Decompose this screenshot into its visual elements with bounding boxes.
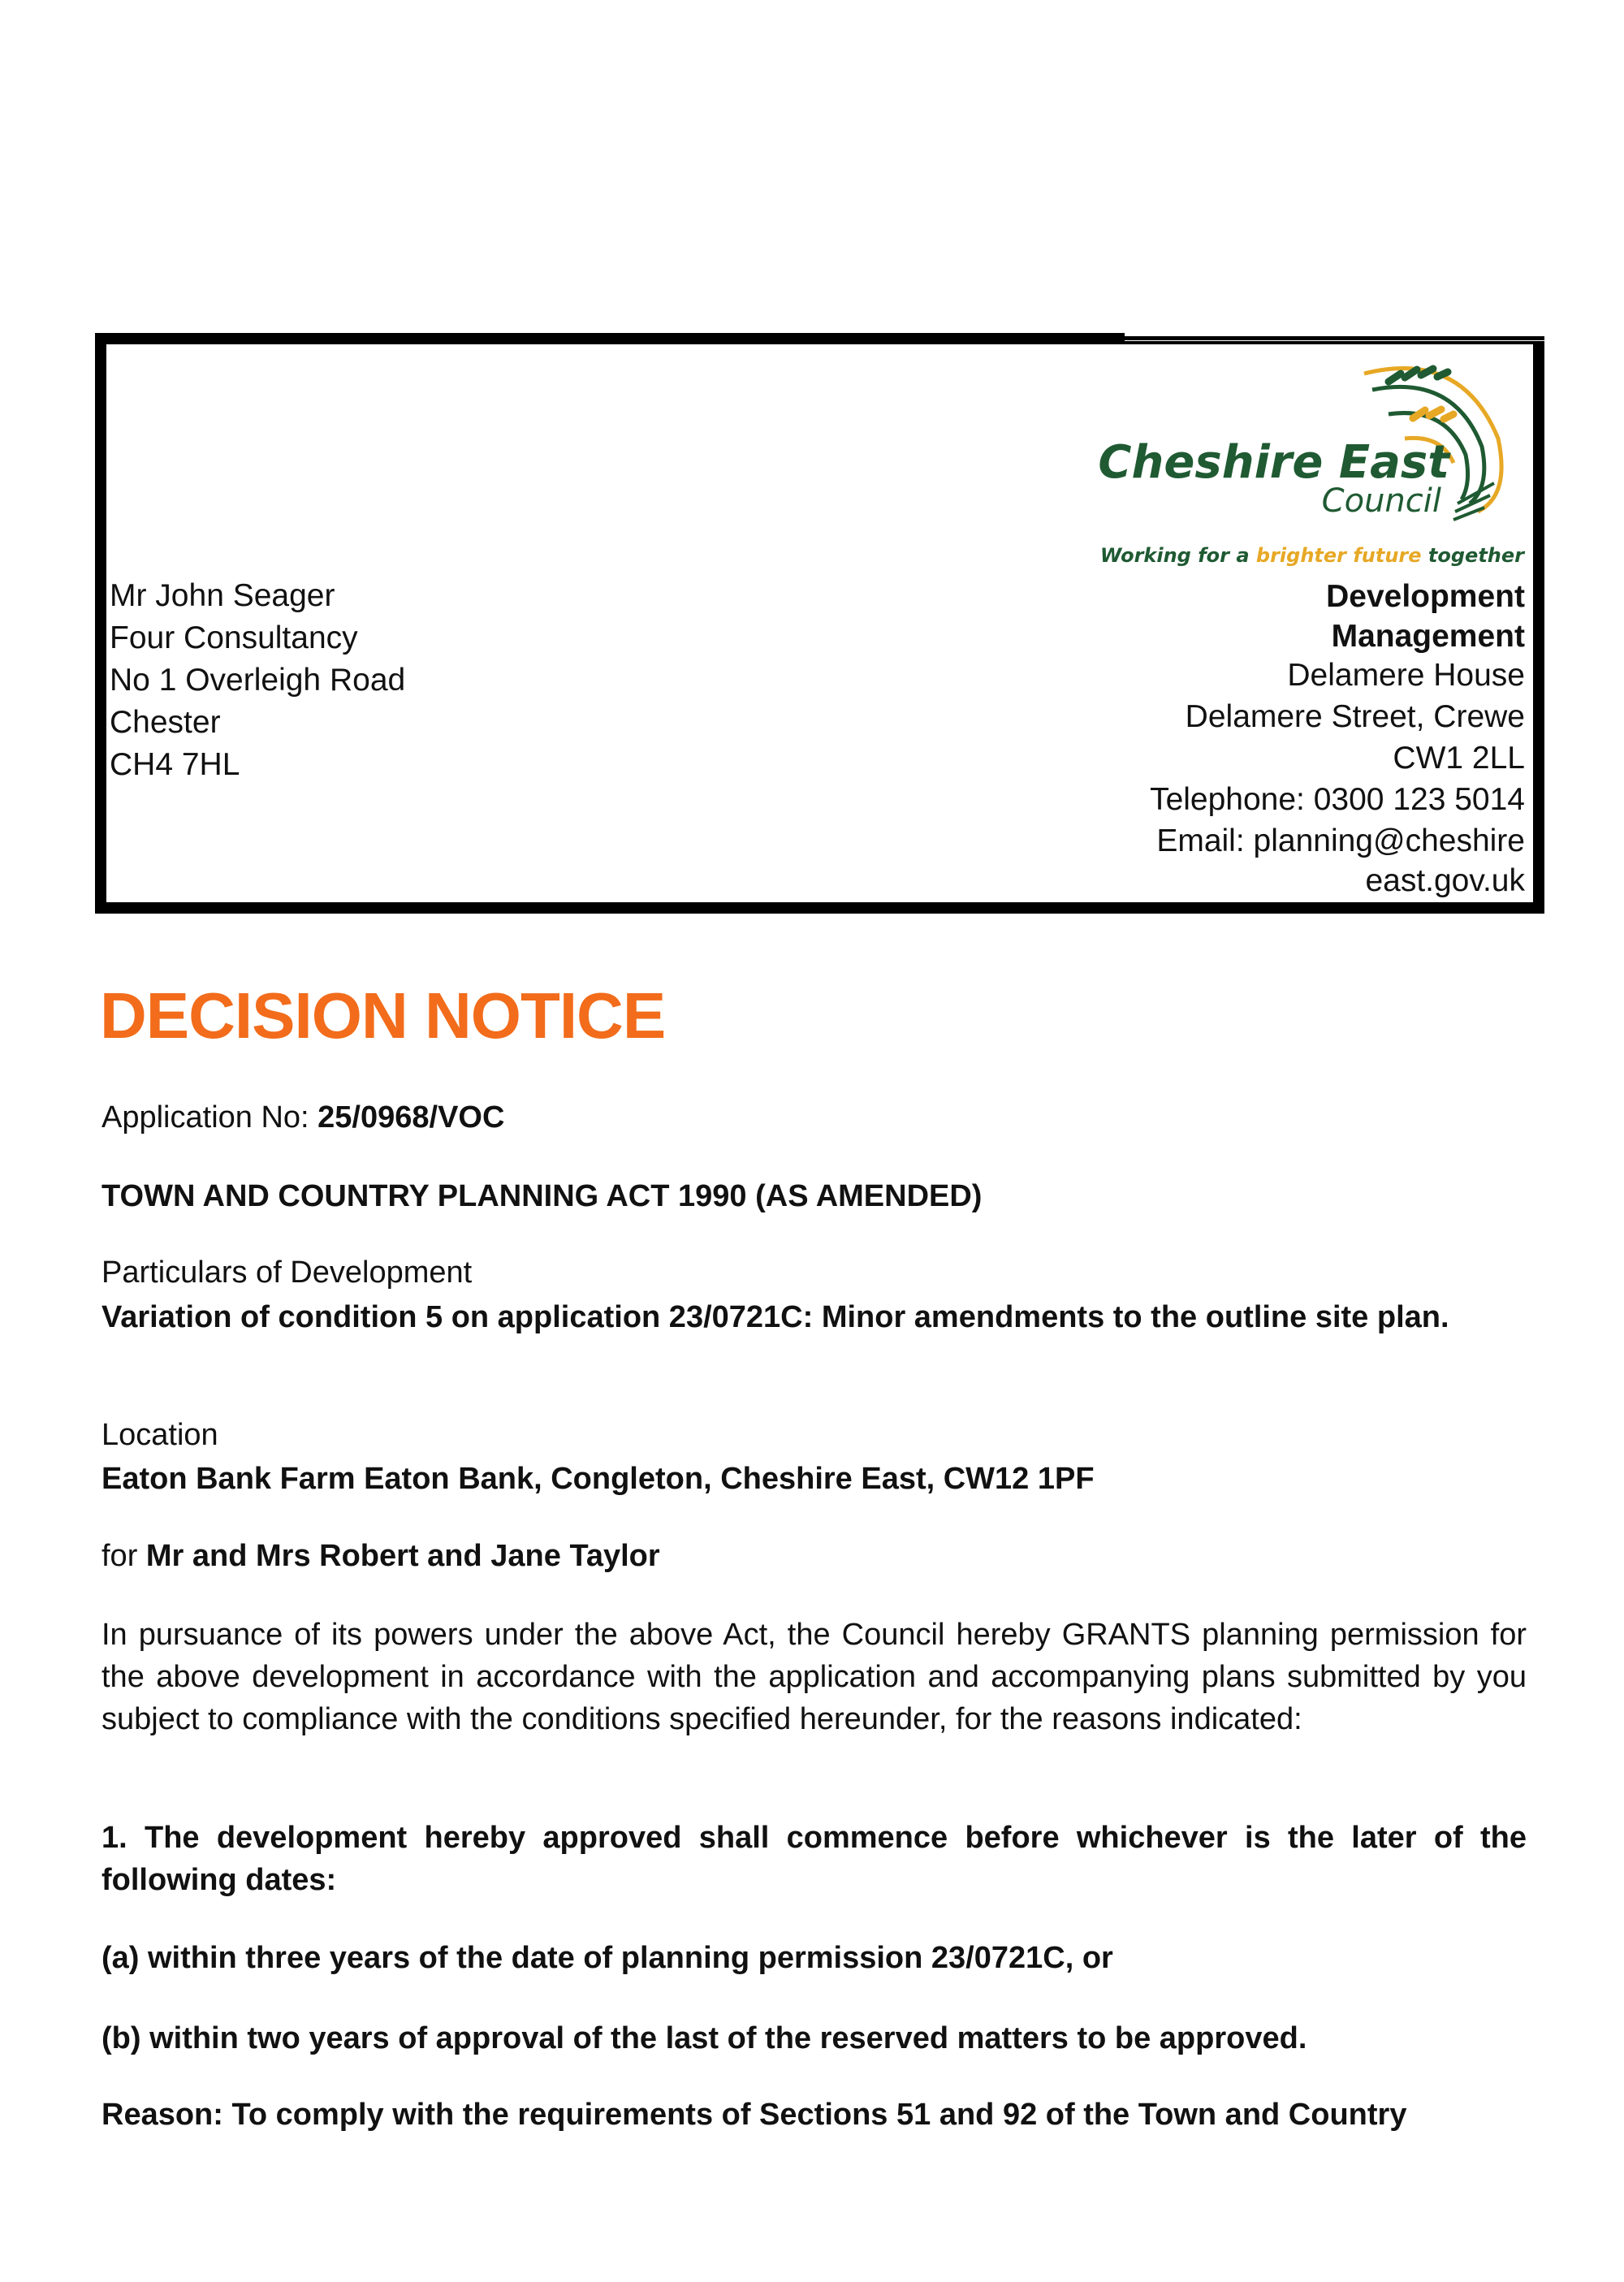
email: east.gov.uk <box>1365 863 1525 898</box>
particulars-label: Particulars of Development <box>102 1256 473 1290</box>
particulars: Variation of condition 5 on application 23/0721C: Minor amendments to the outline site plan. <box>102 1300 1449 1334</box>
sender-address-line: CW1 2LL <box>1393 741 1525 776</box>
grant-paragraph: In pursuance of its powers under the above Act, the Council hereby GRANTS planning permission for the above development in accordance with the application and accompanying plans submitted by you subject to compliance with the conditions specified hereunder, for the reasons indicated: <box>102 1618 1527 1736</box>
logo-council: Council <box>1321 482 1441 520</box>
sender-address-line: Delamere Street, Crewe <box>1185 699 1525 734</box>
sender-contact <box>1150 575 1525 901</box>
applicant: for Mr and Mrs Robert and Jane Taylor <box>102 1539 660 1573</box>
recipient-line: Mr John Seager <box>110 578 335 613</box>
sender-address-line: Delamere House <box>1287 658 1525 693</box>
recipient-line: CH4 7HL <box>110 747 240 782</box>
location: Eaton Bank Farm Eaton Bank, Congleton, Cheshire East, CW12 1PF <box>102 1462 1095 1496</box>
page-title: DECISION NOTICE <box>100 979 666 1052</box>
recipient-address <box>110 575 405 786</box>
letterhead-box-top-edge <box>1125 336 1544 340</box>
condition-1-reason: Reason: To comply with the requirements of Sections 51 and 92 of the Town and Country <box>102 2098 1407 2132</box>
logo-name: Cheshire East <box>1098 436 1449 489</box>
act-heading: TOWN AND COUNTRY PLANNING ACT 1990 (AS AMENDED) <box>102 1179 983 1213</box>
condition-1a: (a) within three years of the date of planning permission 23/0721C, or <box>102 1941 1113 1975</box>
application-number: Application No: 25/0968/VOC <box>102 1100 505 1135</box>
department: Development <box>1326 579 1525 614</box>
logo-tagline: Working for a brighter future together <box>1099 544 1524 567</box>
telephone: Telephone: 0300 123 5014 <box>1150 782 1525 817</box>
recipient-line: No 1 Overleigh Road <box>110 663 406 698</box>
email: Email: planning@cheshire <box>1156 823 1525 858</box>
location-label: Location <box>102 1418 218 1452</box>
recipient-line: Chester <box>110 705 221 740</box>
condition-1b: (b) within two years of approval of the last of the reserved matters to be approved. <box>102 2021 1307 2055</box>
cheshire-east-logo <box>1098 341 1535 577</box>
recipient-line: Four Consultancy <box>110 620 358 655</box>
condition-1: 1. The development hereby approved shall commence before whichever is the later of the following dates: <box>102 1821 1527 1897</box>
department: Management <box>1331 619 1525 654</box>
